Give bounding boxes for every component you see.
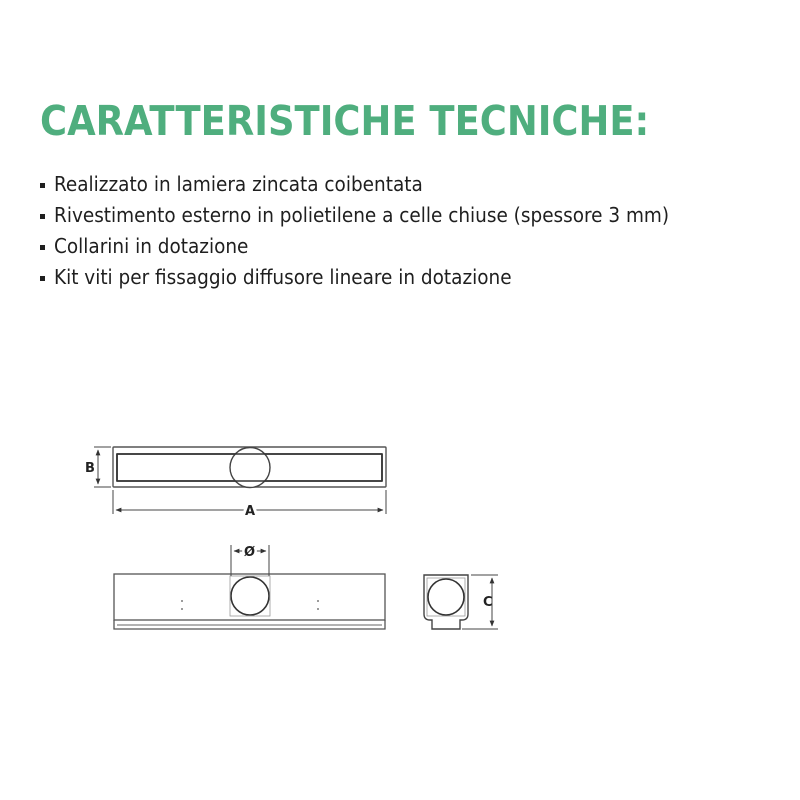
feature-text: Rivestimento esterno in polietilene a celle chiuse (spessore 3 mm): [54, 202, 670, 227]
dimension-b-label: B: [85, 461, 95, 476]
feature-text: Kit viti per fissaggio diffusore lineare in dotazione: [54, 264, 512, 289]
feature-text: Realizzato in lamiera zincata coibentata: [54, 171, 423, 196]
dimension-c-label: C: [483, 595, 493, 610]
side-view: [424, 575, 468, 629]
front-view-collar: [231, 577, 269, 615]
dimension-a-label: A: [245, 504, 256, 519]
section-title: CARATTERISTICHE TECNICHE:: [40, 97, 650, 145]
dimension-diameter-label: Ø: [244, 545, 256, 560]
front-view: [114, 574, 385, 629]
feature-text: Collarini in dotazione: [54, 233, 249, 258]
side-view-collar: [428, 579, 464, 615]
top-view: [113, 447, 386, 488]
dimension-b: [94, 447, 111, 487]
